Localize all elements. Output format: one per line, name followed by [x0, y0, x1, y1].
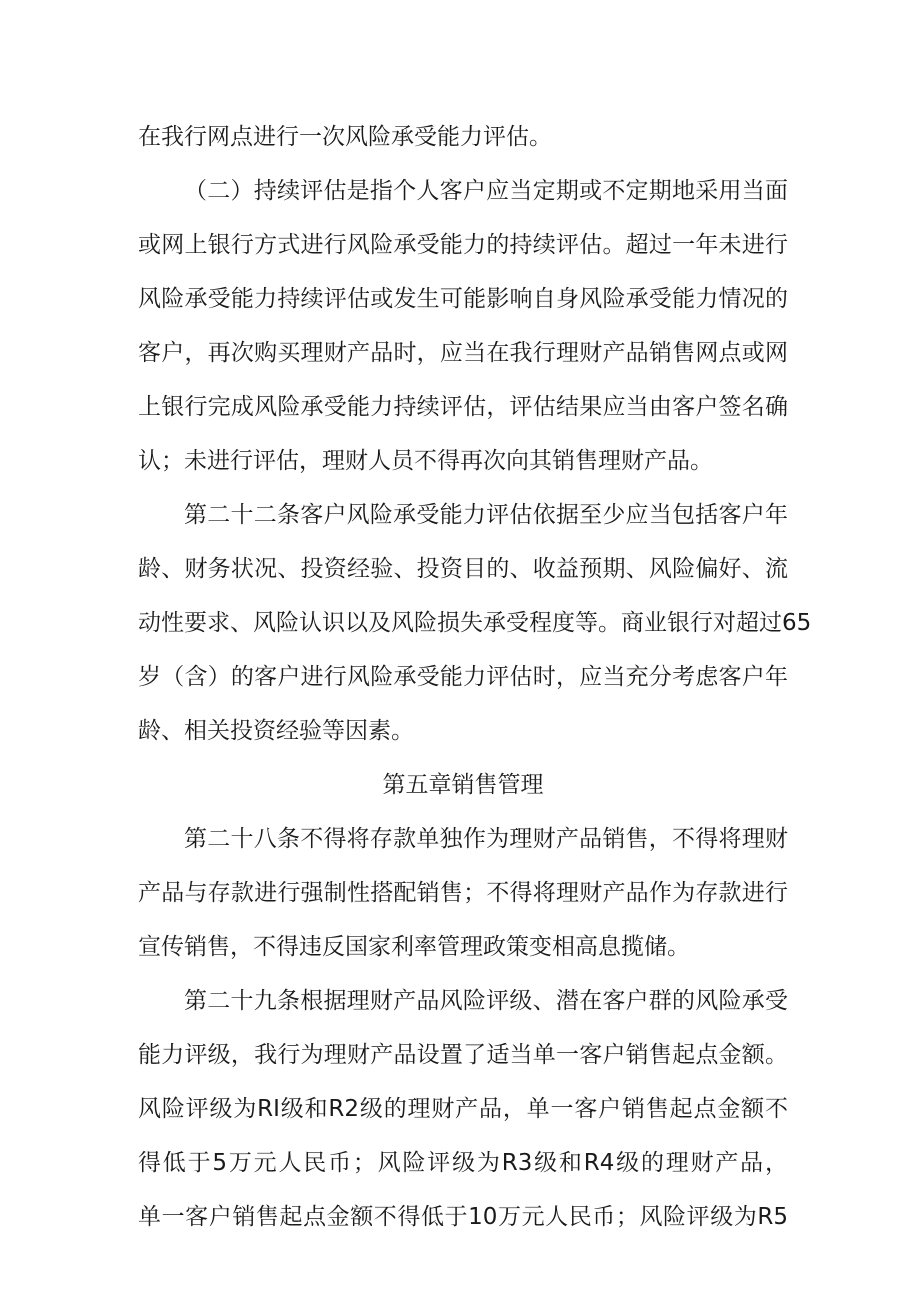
paragraph-line: 第二十二条客户风险承受能力评估依据至少应当包括客户年: [184, 502, 788, 528]
paragraph-line: 认；未进行评估，理财人员不得再次向其销售理财产品。: [138, 448, 713, 474]
paragraph-line: 在我行网点进行一次风险承受能力评估。: [138, 124, 552, 150]
paragraph-line: 第二十九条根据理财产品风险评级、潜在客户群的风险承受: [184, 988, 788, 1014]
paragraph-line: 上银行完成风险承受能力持续评估，评估结果应当由客户签名确: [138, 394, 788, 420]
paragraph-line: 第二十八条不得将存款单独作为理财产品销售，不得将理财: [184, 826, 788, 852]
paragraph-line: （二）持续评估是指个人客户应当定期或不定期地采用当面: [184, 178, 788, 204]
paragraph-line: 宣传销售，不得违反国家利率管理政策变相高息揽储。: [138, 934, 690, 960]
paragraph-line: 风险承受能力持续评估或发生可能影响自身风险承受能力情况的: [138, 286, 788, 312]
paragraph-line: 岁（含）的客户进行风险承受能力评估时，应当充分考虑客户年: [138, 664, 788, 690]
paragraph-line: 单一客户销售起点金额不得低于10万元人民币；风险评级为R5: [138, 1204, 788, 1230]
paragraph-line: 风险评级为RI级和R2级的理财产品，单一客户销售起点金额不: [138, 1096, 788, 1122]
paragraph-line: 产品与存款进行强制性搭配销售；不得将理财产品作为存款进行: [138, 880, 788, 906]
paragraph-line: 或网上银行方式进行风险承受能力的持续评估。超过一年未进行: [138, 232, 788, 258]
chapter-heading: 第五章销售管理: [382, 772, 544, 798]
paragraph-line: 龄、相关投资经验等因素。: [138, 718, 414, 744]
paragraph-line: 动性要求、风险认识以及风险损失承受程度等。商业银行对超过65: [138, 610, 812, 636]
paragraph-line: 能力评级，我行为理财产品设置了适当单一客户销售起点金额。: [138, 1042, 788, 1068]
paragraph-line: 得低于5万元人民币；风险评级为R3级和R4级的理财产品，: [138, 1150, 788, 1176]
paragraph-line: 客户，再次购买理财产品时，应当在我行理财产品销售网点或网: [138, 340, 788, 366]
paragraph-line: 龄、财务状况、投资经验、投资目的、收益预期、风险偏好、流: [138, 556, 788, 582]
document-body: [138, 110, 812, 1244]
